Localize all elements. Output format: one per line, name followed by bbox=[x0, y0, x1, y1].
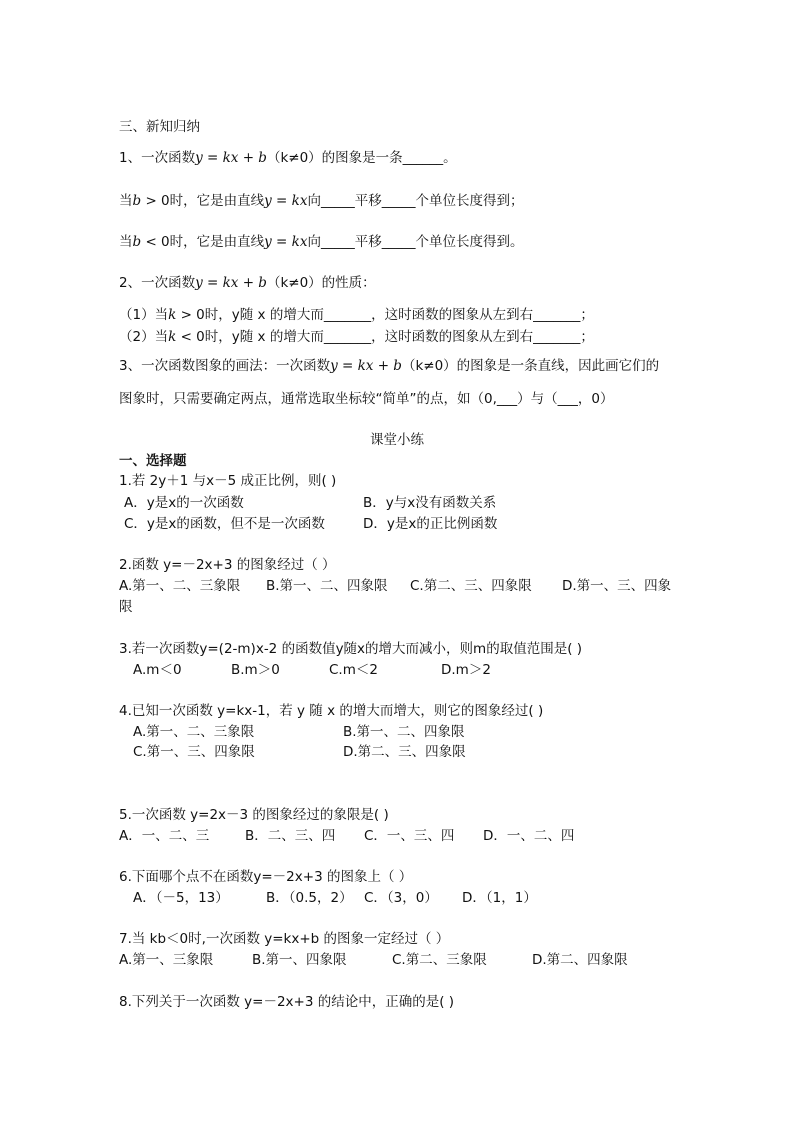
q2-option-c: C.第二、三、四象限 bbox=[410, 578, 532, 594]
practice-title: 课堂小练 bbox=[370, 432, 424, 448]
q3-option-c: C.m＜2 bbox=[329, 662, 378, 678]
q3-option-d: D.m＞2 bbox=[441, 662, 491, 678]
q1-option-b: B．y与x没有函数关系 bbox=[363, 495, 497, 511]
q4-option-b: B.第一、二、四象限 bbox=[343, 724, 465, 740]
q2-option-b: B.第一、二、四象限 bbox=[266, 578, 388, 594]
q2-option-a: A.第一、二、三象限 bbox=[119, 578, 241, 594]
q1-option-d: D．y是x的正比例函数 bbox=[363, 516, 498, 532]
q4-option-a: A.第一、二、三象限 bbox=[133, 724, 255, 740]
section-heading: 三、新知归纳 bbox=[119, 119, 200, 135]
q7-option-c: C.第二、三象限 bbox=[392, 952, 487, 968]
q6-option-c: C．（3，0） bbox=[364, 890, 438, 906]
summary-line-2: 当b > 0时，它是由直线y = kx向_____平移_____个单位长度得到； bbox=[119, 193, 524, 209]
q7-option-d: D.第二、四象限 bbox=[532, 952, 628, 968]
q3-option-b: B.m＞0 bbox=[231, 662, 280, 678]
q6-option-a: A．（－5，13） bbox=[133, 890, 229, 906]
q5-option-d: D．一、二、四 bbox=[483, 828, 575, 844]
q5-option-a: A．一、二、三 bbox=[119, 828, 210, 844]
q2-option-d-wrap: 限 bbox=[119, 599, 133, 615]
summary-line-5: （1）当k > 0时，y随 x 的增大而_______，这时函数的图象从左到右_______； bbox=[119, 307, 594, 323]
question-1: 1.若 2y＋1 与x－5 成正比例，则( ) bbox=[119, 473, 337, 489]
choice-subheading: 一、选择题 bbox=[119, 453, 187, 469]
question-2: 2.函数 y=－2x+3 的图象经过（ ） bbox=[119, 557, 336, 573]
summary-line-3: 当b < 0时，它是由直线y = kx向_____平移_____个单位长度得到。 bbox=[119, 234, 524, 250]
summary-line-7: 3、一次函数图象的画法：一次函数y = kx + b（k≠0）的图象是一条直线，因此画它们的 bbox=[119, 358, 660, 374]
q7-option-a: A.第一、三象限 bbox=[119, 952, 214, 968]
question-3: 3.若一次函数y=(2-m)x-2 的函数值y随x的增大而减小，则m的取值范围是( ) bbox=[119, 641, 583, 657]
question-4: 4.已知一次函数 y=kx-1，若 y 随 x 的增大而增大，则它的图象经过( ) bbox=[119, 703, 544, 719]
summary-line-8: 图象时，只需要确定两点，通常选取坐标较“简单”的点，如（0,___）与（___，0） bbox=[119, 391, 614, 407]
q6-option-b: B．（0.5，2） bbox=[266, 890, 353, 906]
summary-line-4: 2、一次函数y = kx + b（k≠0）的性质： bbox=[119, 275, 376, 291]
q4-option-c: C.第一、三、四象限 bbox=[133, 744, 255, 760]
summary-line-6: （2）当k < 0时，y随 x 的增大而_______，这时函数的图象从左到右_______； bbox=[119, 329, 594, 345]
q3-option-a: A.m＜0 bbox=[133, 662, 182, 678]
q1-option-c: C．y是x的函数，但不是一次函数 bbox=[124, 516, 325, 532]
q5-option-b: B．二、三、四 bbox=[245, 828, 336, 844]
q5-option-c: C．一、三、四 bbox=[364, 828, 455, 844]
q1-option-a: A．y是x的一次函数 bbox=[124, 495, 244, 511]
question-6: 6.下面哪个点不在函数y=－2x+3 的图象上（ ） bbox=[119, 869, 413, 885]
q6-option-d: D．（1，1） bbox=[462, 890, 537, 906]
question-5: 5.一次函数 y=2x－3 的图象经过的象限是( ) bbox=[119, 807, 389, 823]
q2-option-d: D.第一、三、四象 bbox=[562, 578, 672, 594]
q7-option-b: B.第一、四象限 bbox=[252, 952, 347, 968]
q4-option-d: D.第二、三、四象限 bbox=[343, 744, 466, 760]
question-8: 8.下列关于一次函数 y=－2x+3 的结论中，正确的是( ) bbox=[119, 994, 455, 1010]
question-7: 7.当 kb＜0时,一次函数 y=kx+b 的图象一定经过（ ） bbox=[119, 931, 450, 947]
summary-line-1: 1、一次函数y = kx + b（k≠0）的图象是一条______。 bbox=[119, 150, 457, 166]
